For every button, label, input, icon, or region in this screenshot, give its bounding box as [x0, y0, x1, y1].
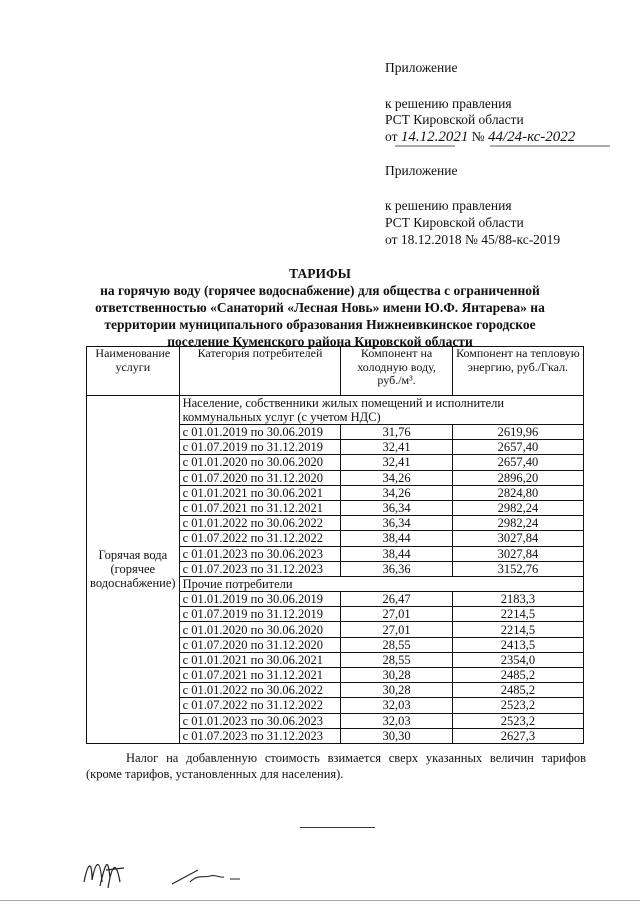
period-cell: с 01.07.2021 по 31.12.2021	[179, 668, 341, 683]
heat-component-cell: 2657,40	[452, 440, 583, 455]
heat-component-cell: 3152,76	[452, 561, 583, 576]
heat-component-cell: 2214,5	[452, 622, 583, 637]
cold-component-cell: 28,55	[341, 652, 452, 667]
appendix2-line2: РСТ Кировской области	[385, 215, 524, 230]
heat-component-cell: 3027,84	[452, 531, 583, 546]
heat-component-cell: 2982,24	[452, 516, 583, 531]
heat-component-cell: 2413,5	[452, 637, 583, 652]
heat-component-cell: 2627,3	[452, 728, 583, 743]
heat-component-cell: 2896,20	[452, 470, 583, 485]
period-cell: с 01.01.2022 по 30.06.2022	[179, 683, 341, 698]
signature-rule	[300, 827, 375, 828]
period-cell: с 01.07.2023 по 31.12.2023	[179, 561, 341, 576]
heat-component-cell: 2214,5	[452, 607, 583, 622]
appendix2-heading: Приложение	[385, 163, 458, 178]
tariff-table	[86, 346, 584, 744]
cold-component-cell: 32,03	[341, 698, 452, 713]
heat-component-cell: 2619,96	[452, 425, 583, 440]
tariffs-title: ТАРИФЫ	[289, 266, 351, 281]
cold-component-cell: 28,55	[341, 637, 452, 652]
appendix1-num-prefix: №	[471, 129, 485, 144]
cold-component-cell: 32,03	[341, 713, 452, 728]
period-cell: с 01.07.2022 по 31.12.2022	[179, 698, 341, 713]
cold-component-cell: 31,76	[341, 425, 452, 440]
cold-component-cell: 38,44	[341, 546, 452, 561]
title-line-4: поселение Куменского района Кировской области	[167, 334, 473, 349]
period-cell: с 01.01.2022 по 30.06.2022	[179, 516, 341, 531]
group-row-population	[87, 396, 584, 425]
heat-component-cell: 2982,24	[452, 500, 583, 515]
header-category: Категория потребителей	[179, 347, 341, 396]
period-cell: с 01.07.2021 по 31.12.2021	[179, 500, 341, 515]
appendix2-line1: к решению правления	[385, 198, 512, 213]
period-cell: с 01.01.2020 по 30.06.2020	[179, 455, 341, 470]
heat-component-cell: 2657,40	[452, 455, 583, 470]
cold-component-cell: 36,34	[341, 516, 452, 531]
cold-component-cell: 34,26	[341, 485, 452, 500]
heat-component-cell: 3027,84	[452, 546, 583, 561]
vat-footnote: Налог на добавленную стоимость взимается сверх указанных величин тарифов (кроме тарифов, установленных для населения).	[86, 751, 586, 781]
title-line-1: на горячую воду (горячее водоснабжение) для общества с ограниченной	[100, 283, 540, 298]
cold-component-cell: 27,01	[341, 607, 452, 622]
appendix1-line1: к решению правления	[385, 96, 512, 111]
group-label-other: Прочие потребители	[179, 576, 583, 591]
period-cell: с 01.01.2021 по 30.06.2021	[179, 485, 341, 500]
cold-component-cell: 32,41	[341, 440, 452, 455]
cold-component-cell: 32,41	[341, 455, 452, 470]
period-cell: с 01.01.2020 по 30.06.2020	[179, 622, 341, 637]
cold-component-cell: 27,01	[341, 622, 452, 637]
period-cell: с 01.07.2020 по 31.12.2020	[179, 470, 341, 485]
signature-mark-left	[80, 852, 130, 894]
page-bottom-edge	[0, 900, 640, 901]
appendix1-handwritten-date: 14.12.2021	[400, 129, 469, 145]
heat-component-cell: 2824,80	[452, 485, 583, 500]
period-cell: с 01.01.2019 по 30.06.2019	[179, 425, 341, 440]
appendix1-handwritten-number: 44/24-кс-2022	[488, 129, 576, 145]
cold-component-cell: 30,28	[341, 683, 452, 698]
heat-component-cell: 2523,2	[452, 713, 583, 728]
handwritten-underline	[395, 143, 615, 149]
service-name-cell: Горячая вода (горячее водоснабжение)	[87, 396, 180, 744]
signature-mark-right	[168, 862, 248, 888]
group-label-population: Население, собственники жилых помещений и исполнители коммунальных услуг (с учетом НДС)	[179, 396, 583, 425]
table-body	[87, 396, 584, 744]
header-service: Наименование услуги	[87, 347, 180, 396]
cold-component-cell: 34,26	[341, 470, 452, 485]
table-header-row	[87, 347, 584, 396]
period-cell: с 01.07.2023 по 31.12.2023	[179, 728, 341, 743]
cold-component-cell: 36,36	[341, 561, 452, 576]
heat-component-cell: 2485,2	[452, 668, 583, 683]
title-line-3: территории муниципального образования Нижнеивкинское городское	[104, 317, 536, 332]
appendix1-date-prefix: от	[385, 129, 398, 144]
cold-component-cell: 30,30	[341, 728, 452, 743]
period-cell: с 01.07.2019 по 31.12.2019	[179, 607, 341, 622]
heat-component-cell: 2183,3	[452, 592, 583, 607]
period-cell: с 01.07.2022 по 31.12.2022	[179, 531, 341, 546]
appendix2-line3: от 18.12.2018 № 45/88-кс-2019	[385, 232, 561, 247]
period-cell: с 01.01.2023 по 30.06.2023	[179, 713, 341, 728]
header-cold-component: Компонент на холодную воду, руб./м³.	[341, 347, 452, 396]
cold-component-cell: 38,44	[341, 531, 452, 546]
cold-component-cell: 36,34	[341, 500, 452, 515]
header-heat-component: Компонент на тепловую энергию, руб./Гкал.	[452, 347, 583, 396]
period-cell: с 01.07.2019 по 31.12.2019	[179, 440, 341, 455]
heat-component-cell: 2485,2	[452, 683, 583, 698]
period-cell: с 01.01.2019 по 30.06.2019	[179, 592, 341, 607]
period-cell: с 01.01.2021 по 30.06.2021	[179, 652, 341, 667]
heat-component-cell: 2523,2	[452, 698, 583, 713]
appendix1-line2: РСТ Кировской области	[385, 112, 524, 127]
heat-component-cell: 2354,0	[452, 652, 583, 667]
cold-component-cell: 30,28	[341, 668, 452, 683]
appendix1-heading: Приложение	[385, 60, 458, 75]
title-line-2: ответственностью «Санаторий «Лесная Новь» имени Ю.Ф. Янтарева» на	[95, 300, 545, 315]
period-cell: с 01.01.2023 по 30.06.2023	[179, 546, 341, 561]
cold-component-cell: 26,47	[341, 592, 452, 607]
period-cell: с 01.07.2020 по 31.12.2020	[179, 637, 341, 652]
